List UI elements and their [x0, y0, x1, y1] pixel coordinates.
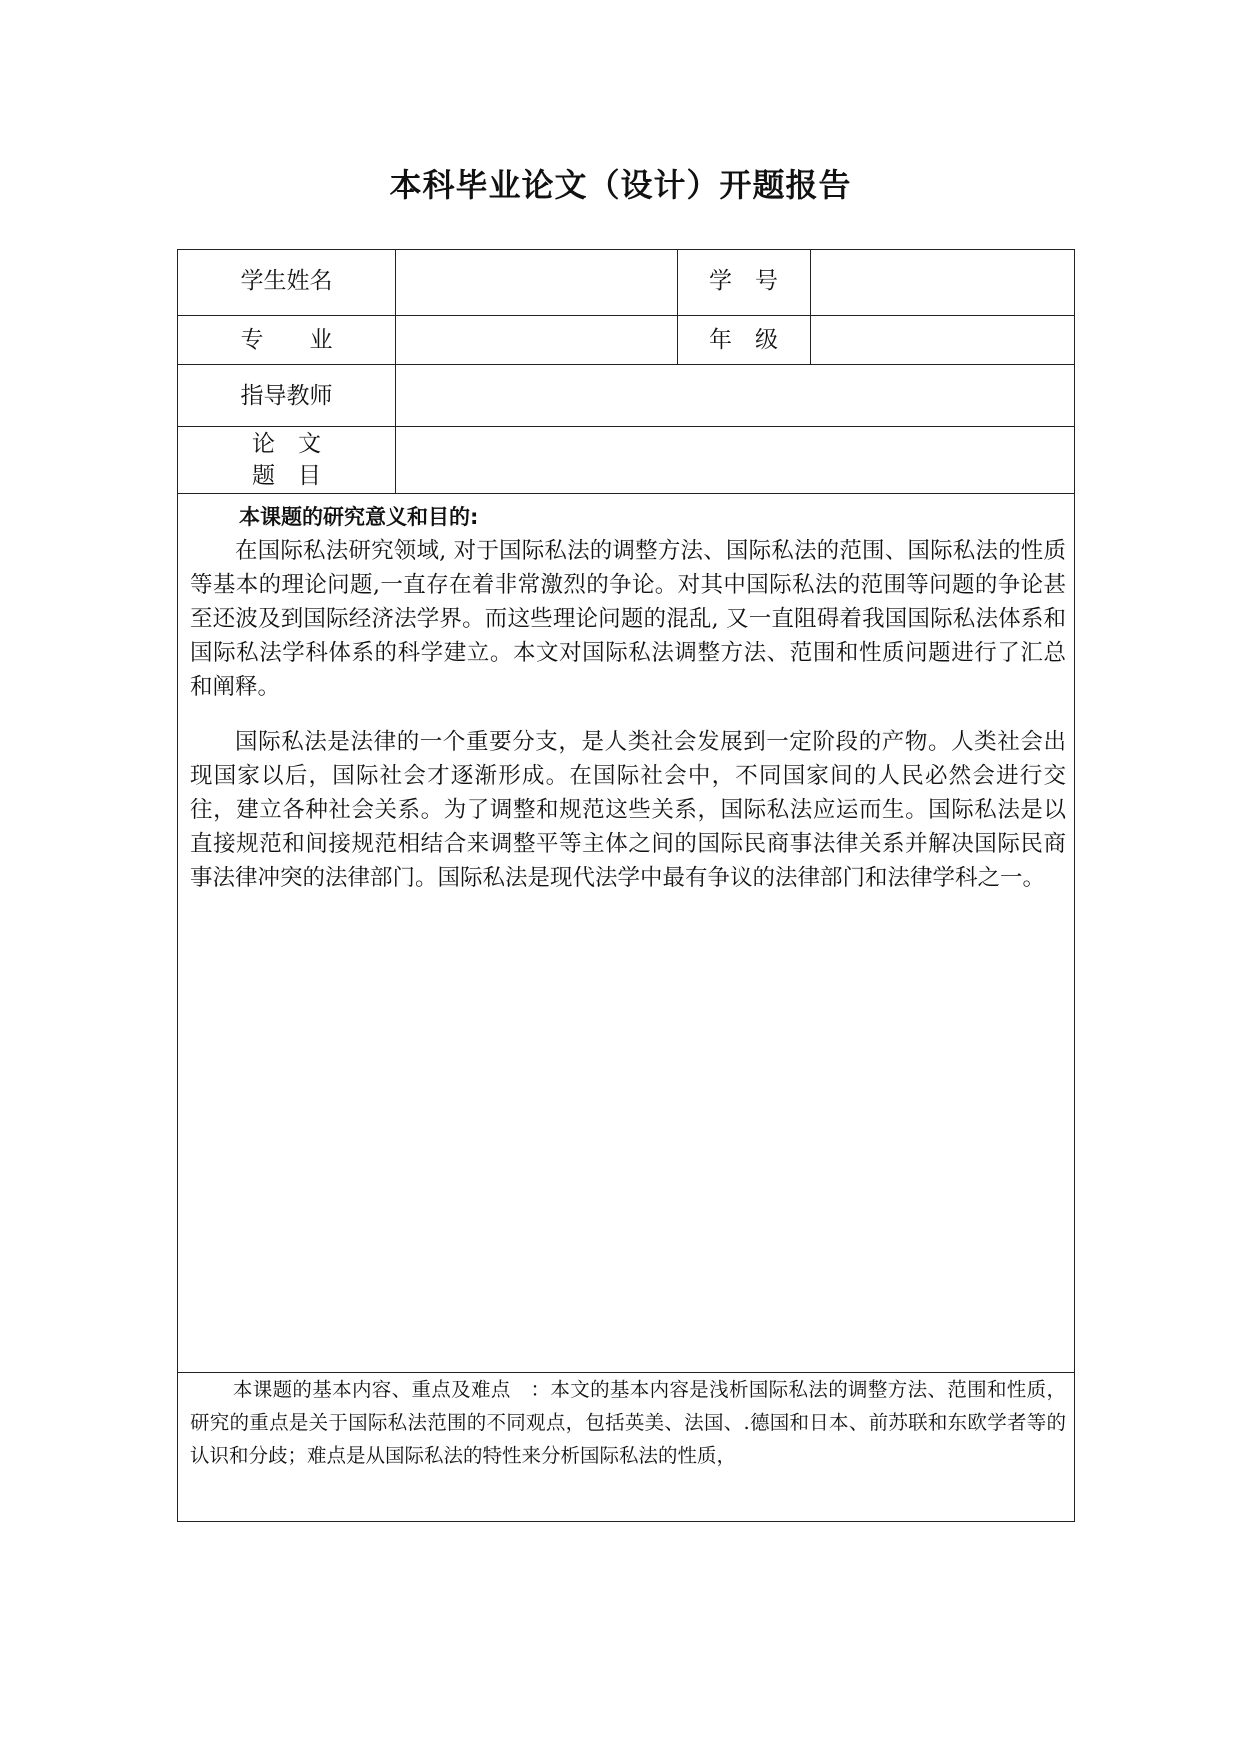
thesis-title-field[interactable]: [396, 445, 1074, 475]
thesis-title-label-line2: 题 目: [252, 463, 321, 489]
grade-field[interactable]: [810, 325, 1074, 355]
document-title: 本科毕业论文（设计）开题报告: [389, 166, 852, 204]
advisor-label: 指导教师: [240, 383, 333, 409]
student-id-field[interactable]: [810, 266, 1074, 296]
thesis-title-label-line1: 论 文: [252, 431, 321, 457]
content-key-points-text: 本课题的基本内容、重点及难点 ：本文的基本内容是浅析国际私法的调整方法、范围和性质，研究的重点是关于国际私法范围的不同观点，包括英美、法国、.德国和日本、前苏联和东欧学者等的认识和分歧；难点是从国际私法的特性来分析国际私法的性质，: [190, 1378, 1066, 1467]
research-purpose-heading: 本课题的研究意义和目的:: [239, 505, 479, 529]
row-divider-2: [178, 364, 1074, 365]
student-name-field[interactable]: [396, 266, 676, 296]
major-field[interactable]: [396, 325, 676, 355]
research-paragraph-2: 国际私法是法律的一个重要分支，是人类社会发展到一定阶段的产物。人类社会出现国家以后，国际社会才逐渐形成。在国际社会中，不同国家间的人民必然会进行交往，建立各种社会关系。为了调整和规范这些关系，国际私法应运而生。国际私法是以直接规范和间接规范相结合来调整平等主体之间的国际民商事法律关系并解决国际民商事法律冲突的法律部门。国际私法是现代法学中最有争议的法律部门和法律学科之一。: [190, 729, 1066, 891]
major-label: 专 业: [240, 327, 333, 353]
grade-label: 年 级: [709, 327, 778, 353]
student-id-label: 学 号: [709, 268, 778, 294]
advisor-field[interactable]: [396, 381, 1074, 411]
student-name-label: 学生姓名: [240, 268, 333, 294]
row-divider-4: [178, 493, 1074, 494]
row-divider-3: [178, 426, 1074, 427]
research-paragraph-1: 在国际私法研究领域, 对于国际私法的调整方法、国际私法的范围、国际私法的性质等基本的理论问题,一直存在着非常激烈的争论。对其中国际私法的范围等问题的争论甚至还波及到国际经济法学界。而这些理论问题的混乱, 又一直阻碍着我国国际私法体系和国际私法学科体系的科学建立。本文对国际私法调整方法、范围和性质问题进行了汇总和阐释。: [190, 538, 1066, 700]
row-divider-1: [178, 315, 1074, 316]
